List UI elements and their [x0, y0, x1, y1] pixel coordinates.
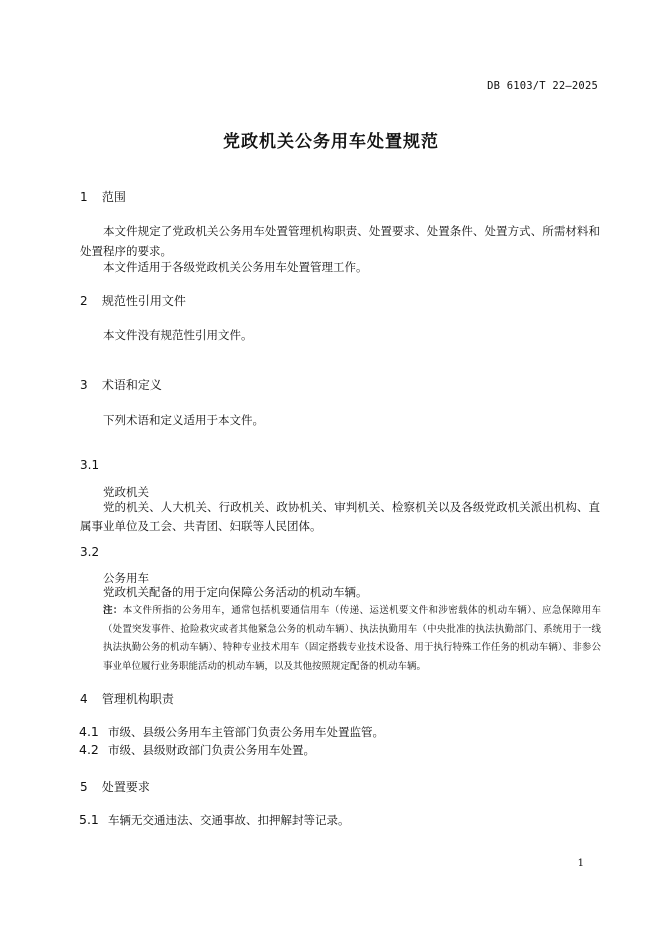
note-label: 注：	[103, 605, 123, 616]
section-number: 2	[80, 294, 88, 308]
section-2-paragraph-1: 本文件没有规范性引用文件。	[103, 328, 253, 342]
term-3-1-definition: 党的机关、人大机关、行政机关、政协机关、审判机关、检察机关以及各级党政机关派出机构、直属事业单位及工会、共青团、妇联等人民团体。	[80, 500, 600, 533]
section-number: 3	[80, 378, 88, 392]
section-title: 处置要求	[101, 780, 150, 794]
section-title: 术语和定义	[101, 378, 162, 392]
clause-4-2	[79, 742, 315, 758]
section-3-heading	[80, 376, 162, 393]
section-5-heading	[80, 778, 150, 795]
section-1-paragraph-1: 本文件规定了党政机关公务用车处置管理机构职责、处置要求、处置条件、处置方式、所需材料和处置程序的要求。	[80, 224, 600, 258]
clause-4-1	[79, 724, 384, 740]
section-title: 范围	[101, 190, 126, 204]
section-4-heading	[80, 690, 174, 707]
term-3-2-note	[103, 602, 601, 676]
page-title: 党政机关公务用车处置规范	[223, 132, 439, 152]
note-text: 本文件所指的公务用车，通常包括机要通信用车（传递、运送机要文件和涉密载体的机动车辆）、应急保障用车（处置突发事件、抢险救灾或者其他紧急公务的机动车辆）、执法执勤用车（中央批准的执法执勤部门、系统用于一线执法执勤公务的机动车辆）、特种专业技术用车（固定搭载专业技术设备、用于执行特殊工作任务的机动车辆）、非参公事业单位履行业务职能活动的机动车辆，以及其他按照规定配备的机动车辆。	[103, 605, 601, 672]
section-1-heading	[80, 188, 126, 205]
section-2-heading	[80, 292, 186, 309]
clause-text: 市级、县级公务用车主管部门负责公务用车处置监管。	[108, 725, 384, 739]
clause-text: 市级、县级财政部门负责公务用车处置。	[108, 743, 315, 757]
section-1-paragraph-2: 本文件适用于各级党政机关公务用车处置管理工作。	[103, 260, 368, 274]
term-3-2-number: 3.2	[80, 545, 100, 559]
clause-number: 5.1	[79, 812, 99, 827]
section-number: 4	[80, 692, 88, 706]
term-3-1-name: 党政机关	[103, 485, 149, 499]
page-number: 1	[577, 858, 584, 869]
doc-number: DB 6103/T 22—2025	[487, 80, 598, 92]
section-number: 1	[80, 190, 88, 204]
term-3-2-name: 公务用车	[103, 571, 149, 585]
term-3-2-definition: 党政机关配备的用于定向保障公务活动的机动车辆。	[103, 585, 368, 599]
clause-number: 4.1	[79, 724, 99, 739]
clause-5-1	[79, 812, 350, 828]
section-title: 管理机构职责	[101, 692, 174, 706]
section-3-paragraph-1: 下列术语和定义适用于本文件。	[103, 413, 264, 427]
section-title: 规范性引用文件	[101, 294, 186, 308]
section-number: 5	[80, 780, 88, 794]
term-3-1-number: 3.1	[80, 458, 100, 472]
clause-text: 车辆无交通违法、交通事故、扣押解封等记录。	[108, 813, 350, 827]
clause-number: 4.2	[79, 742, 99, 757]
